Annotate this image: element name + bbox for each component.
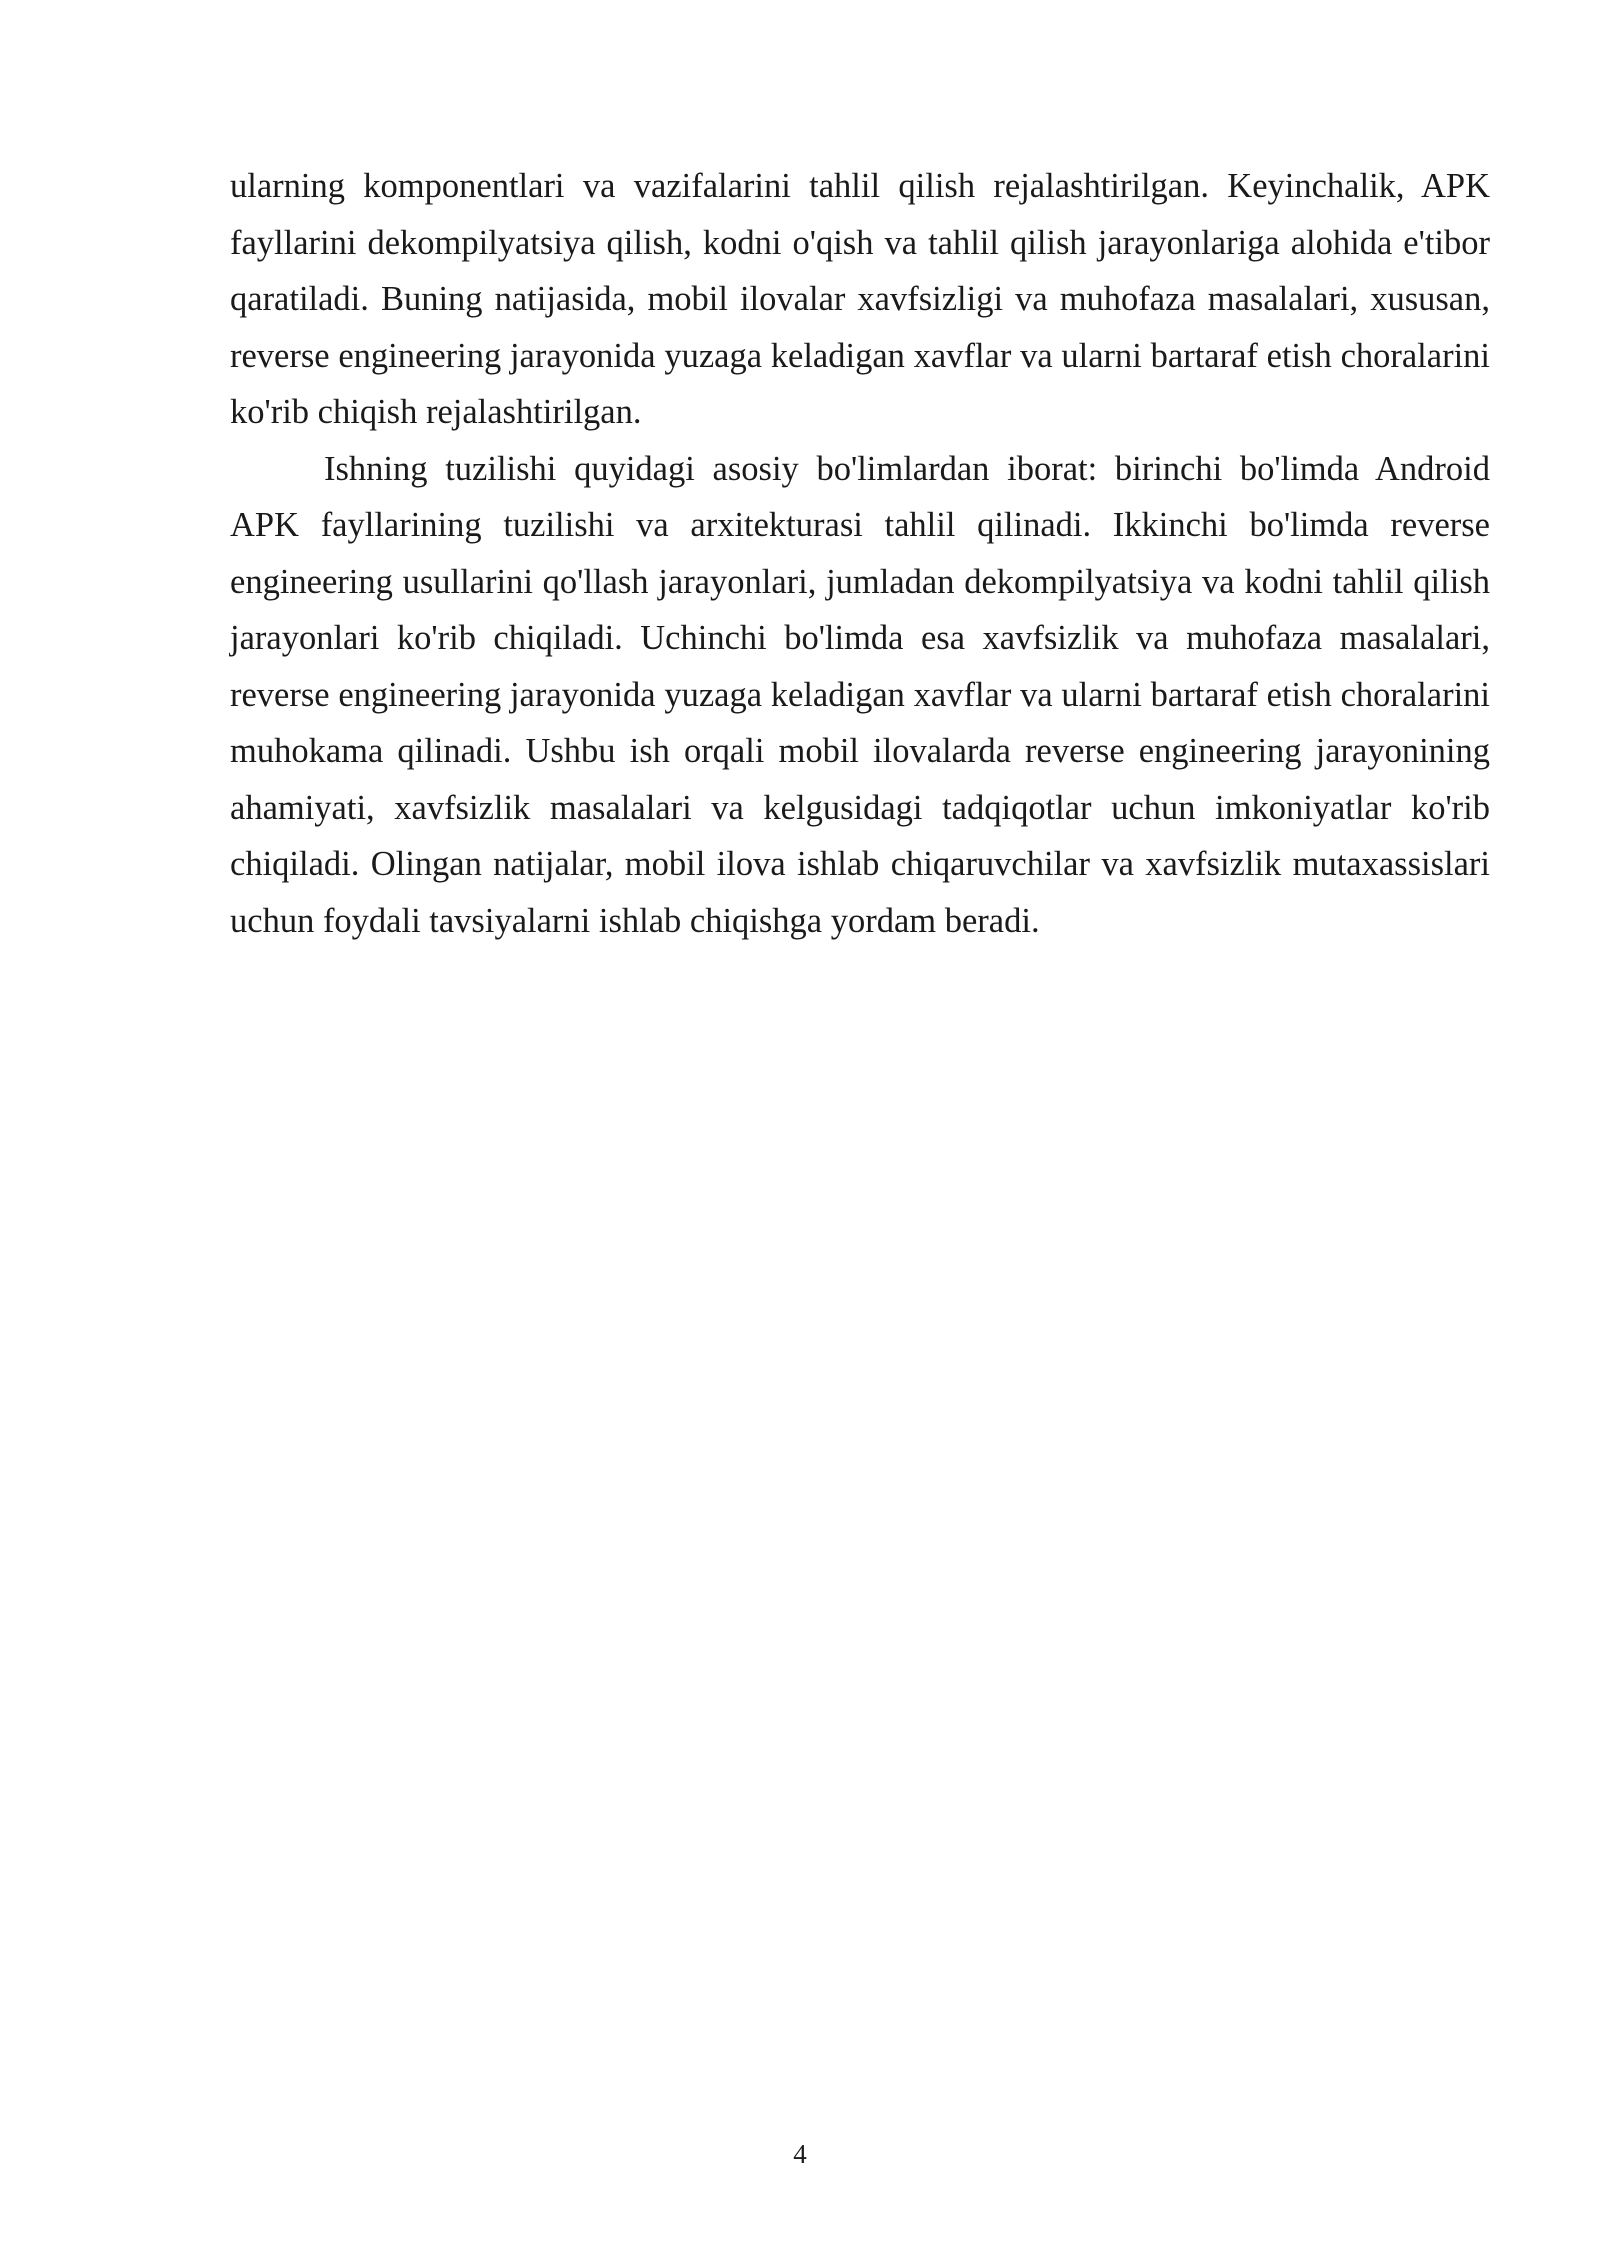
page-number: 4 [793,2139,807,2169]
paragraph-structure: Ishning tuzilishi quyidagi asosiy bo'limlardan iborat: birinchi bo'limda Android APK fayllarining tuzilishi va arxitekturasi tahlil qilinadi. Ikkinchi bo'limda reverse engineering usullarini qo'llash jarayonlari, jumladan dekompilyatsiya va kodni tahlil qilish jarayonlari ko'rib chiqiladi. Uchinchi bo'limda esa xavfsizlik va muhofaza masalalari, reverse engineering jarayonida yuzaga keladigan xavflar va ularni bartaraf etish choralarini muhokama qilinadi. Ushbu ish orqali mobil ilovalarda reverse engineering jarayonining ahamiyati, xavfsizlik masalalari va kelgusidagi tadqiqotlar uchun imkoniyatlar ko'rib chiqiladi. Olingan natijalar, mobil ilova ishlab chiqaruvchilar va xavfsizlik mutaxassislari uchun foydali tavsiyalarni ishlab chiqishga yordam beradi. [230,449,1490,940]
paragraph-continuation: ularning komponentlari va vazifalarini tahlil qilish rejalashtirilgan. Keyinchalik, APK fayllarini dekompilyatsiya qilish, kodni o'qish va tahlil qilish jarayonlariga alohida e'tibor qaratiladi. Buning natijasida, mobil ilovalar xavfsizligi va muhofaza masalalari, xususan, reverse engineering jarayonida yuzaga keladigan xavflar va ularni bartaraf etish choralarini ko'rib chiqish rejalashtirilgan. [230,167,1490,431]
body-text [230,158,1490,949]
